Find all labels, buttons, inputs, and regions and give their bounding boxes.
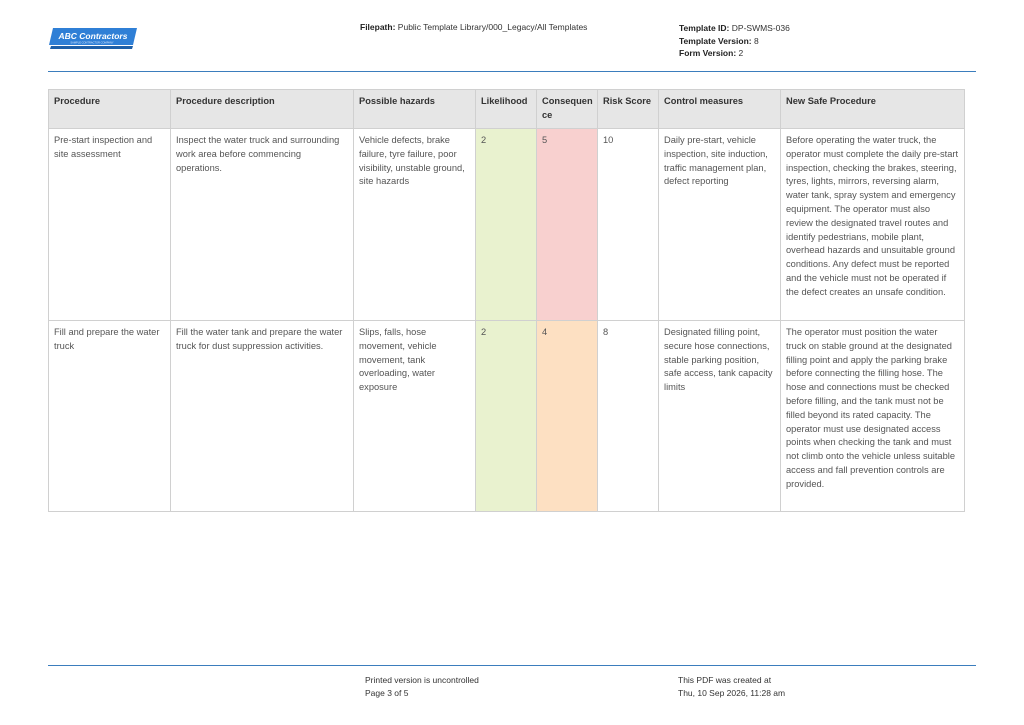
filepath — [360, 22, 587, 32]
cell-risk-score: 8 — [598, 321, 659, 512]
header-controls: Control measures — [659, 90, 781, 129]
template-id-value: DP-SWMS-036 — [731, 23, 790, 33]
footer-divider — [48, 665, 976, 666]
template-version-label: Template Version: — [679, 35, 752, 46]
uncontrolled-notice: Printed version is uncontrolled — [365, 675, 479, 685]
form-version-value: 2 — [738, 48, 744, 58]
cell-procedure: Pre-start inspection and site assessment — [49, 129, 171, 321]
form-version-line — [679, 47, 790, 60]
cell-hazards: Slips, falls, hose movement, vehicle movement, tank overloading, water exposure — [354, 321, 476, 512]
cell-new-procedure: Before operating the water truck, the operator must complete the daily pre-start inspection, checking the brakes, steering, tyres, lights, mirrors, reversing alarm, water tank, spray system and emergency equipment. The operator must also review the designated travel routes and identify pedestrians, mobile plant, overhead hazards and unsuitable ground conditions. Any defect must be reported and the vehicle must not be operated if the defect creates an unsafe condition. — [781, 129, 965, 321]
created-label: This PDF was created at — [678, 675, 772, 685]
cell-consequence: 5 — [537, 129, 598, 321]
filepath-value: Public Template Library/000_Legacy/All Templates — [397, 22, 588, 32]
logo-tagline: SAMPLE CONTRACTOR COMPANY — [70, 41, 114, 45]
cell-hazards: Vehicle defects, brake failure, tyre failure, poor visibility, unstable ground, site hazards — [354, 129, 476, 321]
header-risk-score: Risk Score — [598, 90, 659, 129]
template-id-label: Template ID: — [679, 23, 730, 33]
cell-controls: Daily pre-start, vehicle inspection, site induction, traffic management plan, defect reporting — [659, 129, 781, 321]
template-version-line — [679, 35, 790, 48]
header-hazards: Possible hazards — [354, 90, 476, 129]
header-divider — [48, 71, 976, 72]
cell-risk-score: 10 — [598, 129, 659, 321]
cell-description: Inspect the water truck and surrounding work area before commencing operations. — [171, 129, 354, 321]
template-version-value: 8 — [753, 35, 759, 46]
template-meta — [679, 22, 790, 60]
filepath-label: Filepath: — [360, 22, 396, 32]
page-number: Page 3 of 5 — [365, 687, 409, 698]
header-consequence: Consequen ce — [537, 90, 598, 129]
cell-procedure: Fill and prepare the water truck — [49, 321, 171, 512]
cell-controls: Designated filling point, secure hose connections, stable parking position, safe access, tank capacity limits — [659, 321, 781, 512]
company-logo — [49, 27, 137, 49]
template-id-line — [679, 22, 790, 35]
table-row — [49, 321, 965, 512]
form-version-label: Form Version: — [679, 48, 737, 58]
table-header-row — [49, 90, 965, 129]
table-row — [49, 129, 965, 321]
header-likelihood: Likelihood — [476, 90, 537, 129]
header-new-procedure: New Safe Procedure — [781, 90, 965, 129]
header-description: Procedure description — [171, 90, 354, 129]
cell-likelihood: 2 — [476, 321, 537, 512]
cell-description: Fill the water tank and prepare the water truck for dust suppression activities. — [171, 321, 354, 512]
cell-likelihood: 2 — [476, 129, 537, 321]
swms-table — [48, 89, 965, 512]
cell-new-procedure: The operator must position the water truck on stable ground at the designated filling point and apply the parking brake before connecting the filling hose. The hose and connections must be checked before filling, and the tank must not be filled beyond its rated capacity. The operator must use designated access points when checking the tank and must not climb onto the vehicle unless suitable access and fall prevention controls are provided. — [781, 321, 965, 512]
footer-left — [365, 674, 479, 699]
footer-right — [678, 674, 785, 699]
cell-consequence: 4 — [537, 321, 598, 512]
logo-name: ABC Contractors — [58, 31, 128, 41]
created-timestamp: Thu, 10 Sep 2026, 11:28 am — [678, 687, 786, 698]
header-procedure: Procedure — [49, 90, 171, 129]
